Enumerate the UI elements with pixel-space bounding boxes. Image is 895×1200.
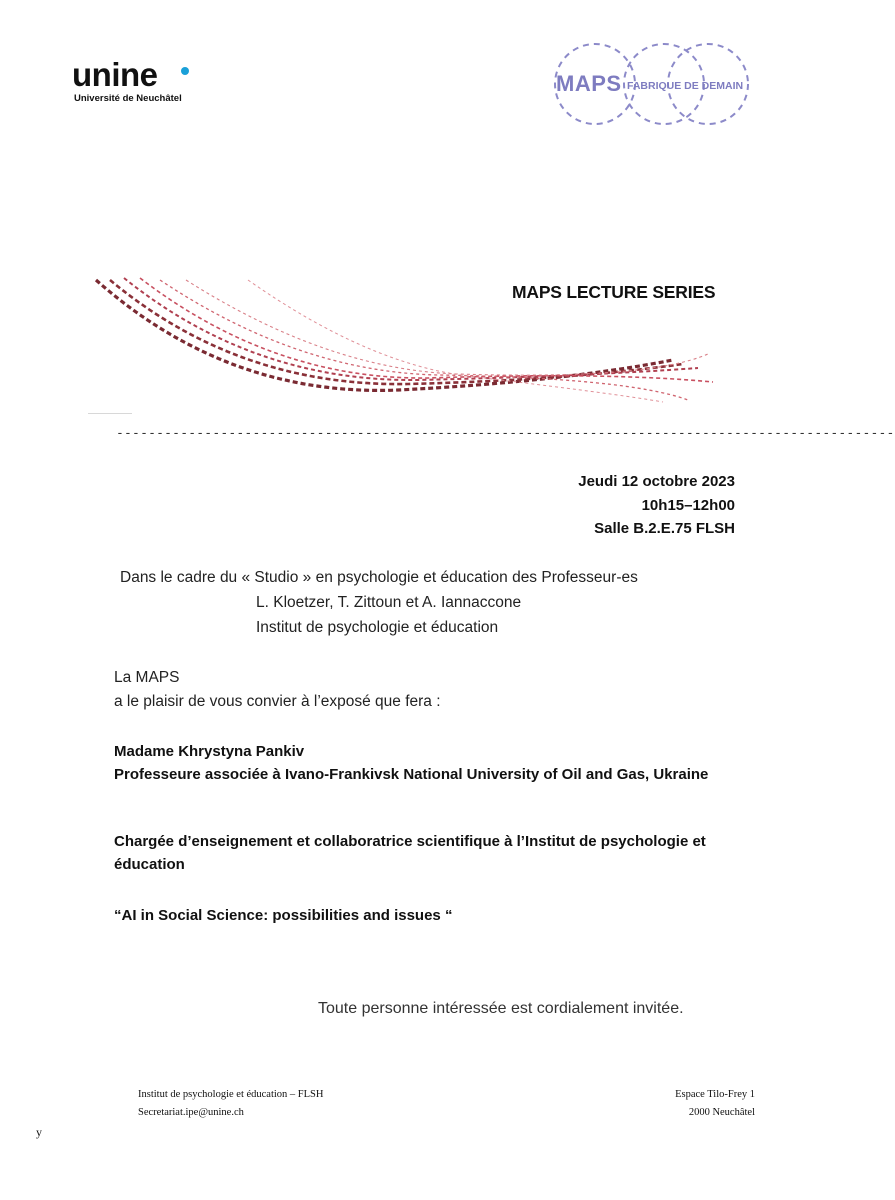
dashed-separator: ------------------------------------------------------------------------------------------------- xyxy=(116,426,895,441)
unine-logo-dot xyxy=(181,67,189,75)
footer-left xyxy=(138,1086,323,1122)
unine-logo-subtitle: Université de Neuchâtel xyxy=(74,93,182,104)
closing-invitation: Toute personne intéressée est cordialement invitée. xyxy=(318,1000,684,1017)
event-info xyxy=(578,470,735,541)
studio-institute: Institut de psychologie et éducation xyxy=(256,619,499,636)
footer-address-city: 2000 Neuchâtel xyxy=(688,1107,755,1118)
decorative-rule xyxy=(88,413,132,414)
stray-character: y xyxy=(36,1125,42,1139)
speaker-name: Madame Khrystyna Pankiv xyxy=(114,743,305,760)
studio-professors: L. Kloetzer, T. Zittoun et A. Iannaccone xyxy=(256,594,522,611)
maps-logo-wordmark: MAPS xyxy=(556,71,622,96)
footer-address-street: Espace Tilo-Frey 1 xyxy=(675,1089,755,1100)
event-date: Jeudi 12 octobre 2023 xyxy=(578,473,735,490)
unine-logo-wordmark: unine xyxy=(72,56,158,93)
lecture-series-title: MAPS LECTURE SERIES xyxy=(512,282,716,302)
maps-logo-subtitle: FABRIQUE DE DEMAIN xyxy=(627,80,744,92)
speaker-title: Professeure associée à Ivano-Frankivsk National University of Oil and Gas, Ukraine xyxy=(114,766,709,783)
studio-context-line: Dans le cadre du « Studio » en psychologie et éducation des Professeur-es xyxy=(120,569,638,586)
invitation-text: a le plaisir de vous convier à l’exposé que fera : xyxy=(114,693,441,710)
talk-title: “AI in Social Science: possibilities and issues “ xyxy=(114,907,453,924)
speaker-role: Chargée d’enseignement et collaboratrice scientifique à l’Institut de psychologie et éducation xyxy=(114,833,706,873)
invitation-host: La MAPS xyxy=(114,669,180,686)
footer-institute: Institut de psychologie et éducation – FLSH xyxy=(138,1089,324,1100)
event-room: Salle B.2.E.75 FLSH xyxy=(594,520,735,537)
footer-right xyxy=(675,1086,755,1122)
footer-email[interactable]: Secretariat.ipe@unine.ch xyxy=(138,1107,244,1118)
event-time: 10h15–12h00 xyxy=(641,496,735,514)
